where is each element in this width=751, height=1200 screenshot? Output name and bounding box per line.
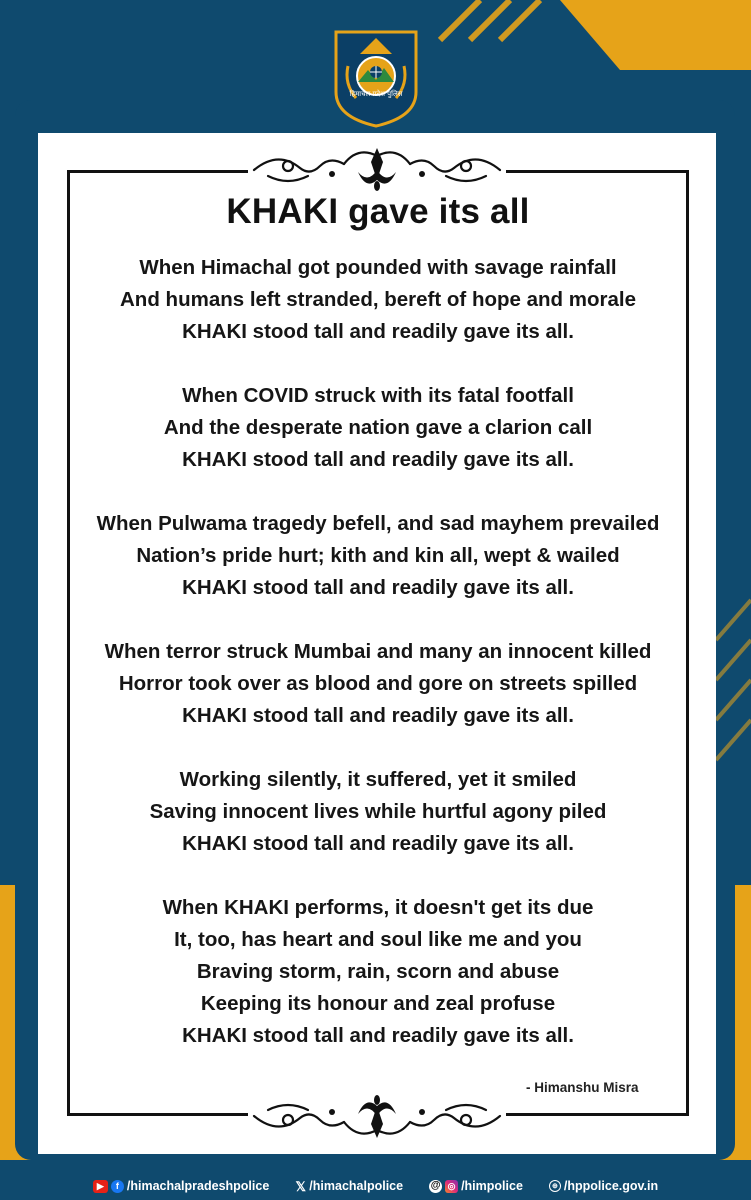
social-handle: /himachalpolice — [309, 1179, 404, 1193]
top-flourish-ornament — [248, 140, 506, 196]
poem-title: KHAKI gave its all — [226, 192, 530, 231]
poem-line: When Pulwama tragedy befell, and sad mayhem prevailed — [96, 512, 660, 535]
poem-line: Nation’s pride hurt; kith and kin all, wept & wailed — [136, 544, 620, 567]
social-handle: /himachalpradeshpolice — [126, 1179, 270, 1193]
poem-line: When KHAKI performs, it doesn't get its due — [162, 896, 594, 919]
poem-line: Working silently, it suffered, yet it smiled — [179, 768, 577, 791]
poem-line: Saving innocent lives while hurtful agony piled — [149, 800, 607, 823]
stanza-5 — [67, 764, 689, 860]
stanza-4 — [67, 636, 689, 732]
instagram-icon: ◎ — [445, 1180, 458, 1193]
poem-line: KHAKI stood tall and readily gave its all. — [182, 1024, 574, 1047]
poem-line: And the desperate nation gave a clarion call — [163, 416, 593, 439]
bottom-flourish-ornament — [248, 1090, 506, 1146]
social-link-x[interactable] — [295, 1179, 403, 1193]
globe-icon: ⊕ — [549, 1180, 561, 1192]
social-link-website[interactable] — [549, 1179, 658, 1193]
threads-icon: @ — [430, 1180, 441, 1191]
poem-line: Keeping its honour and zeal profuse — [200, 992, 556, 1015]
x-icon: 𝕏 — [295, 1178, 307, 1194]
badge-caption: हिमाचल प्रदेश पुलिस — [349, 90, 403, 98]
poem-line: It, too, has heart and soul like me and you — [174, 928, 582, 951]
poem-line: KHAKI stood tall and readily gave its all. — [182, 832, 574, 855]
social-link-youtube-facebook[interactable] — [93, 1179, 269, 1193]
youtube-icon: ▶ — [93, 1180, 108, 1193]
poem-line: KHAKI stood tall and readily gave its all. — [182, 320, 574, 343]
stanza-1 — [67, 252, 689, 348]
poem-line: When terror struck Mumbai and many an innocent killed — [104, 640, 652, 663]
facebook-icon: f — [111, 1180, 124, 1193]
poem-author: - Himanshu Misra — [526, 1080, 639, 1095]
poem-line: When Himachal got pounded with savage rainfall — [139, 256, 617, 279]
poem-line: KHAKI stood tall and readily gave its all. — [182, 448, 574, 471]
stanza-3 — [67, 508, 689, 604]
poem-line: Horror took over as blood and gore on streets spilled — [118, 672, 638, 695]
stanza-6 — [67, 892, 689, 1052]
poem-line: KHAKI stood tall and readily gave its all. — [182, 704, 574, 727]
social-handle: /hppolice.gov.in — [563, 1179, 659, 1193]
poem-line: Braving storm, rain, scorn and abuse — [196, 960, 560, 983]
poem-line: KHAKI stood tall and readily gave its all. — [182, 576, 574, 599]
social-link-threads-instagram[interactable] — [429, 1179, 523, 1193]
poem-line: And humans left stranded, bereft of hope and morale — [120, 288, 636, 311]
poem-body — [67, 252, 689, 1084]
hp-police-badge-icon — [330, 22, 422, 130]
poem-line: When COVID struck with its fatal footfall — [182, 384, 574, 407]
stanza-2 — [67, 380, 689, 476]
social-footer — [0, 1172, 751, 1200]
social-handle: /himpolice — [461, 1179, 523, 1193]
